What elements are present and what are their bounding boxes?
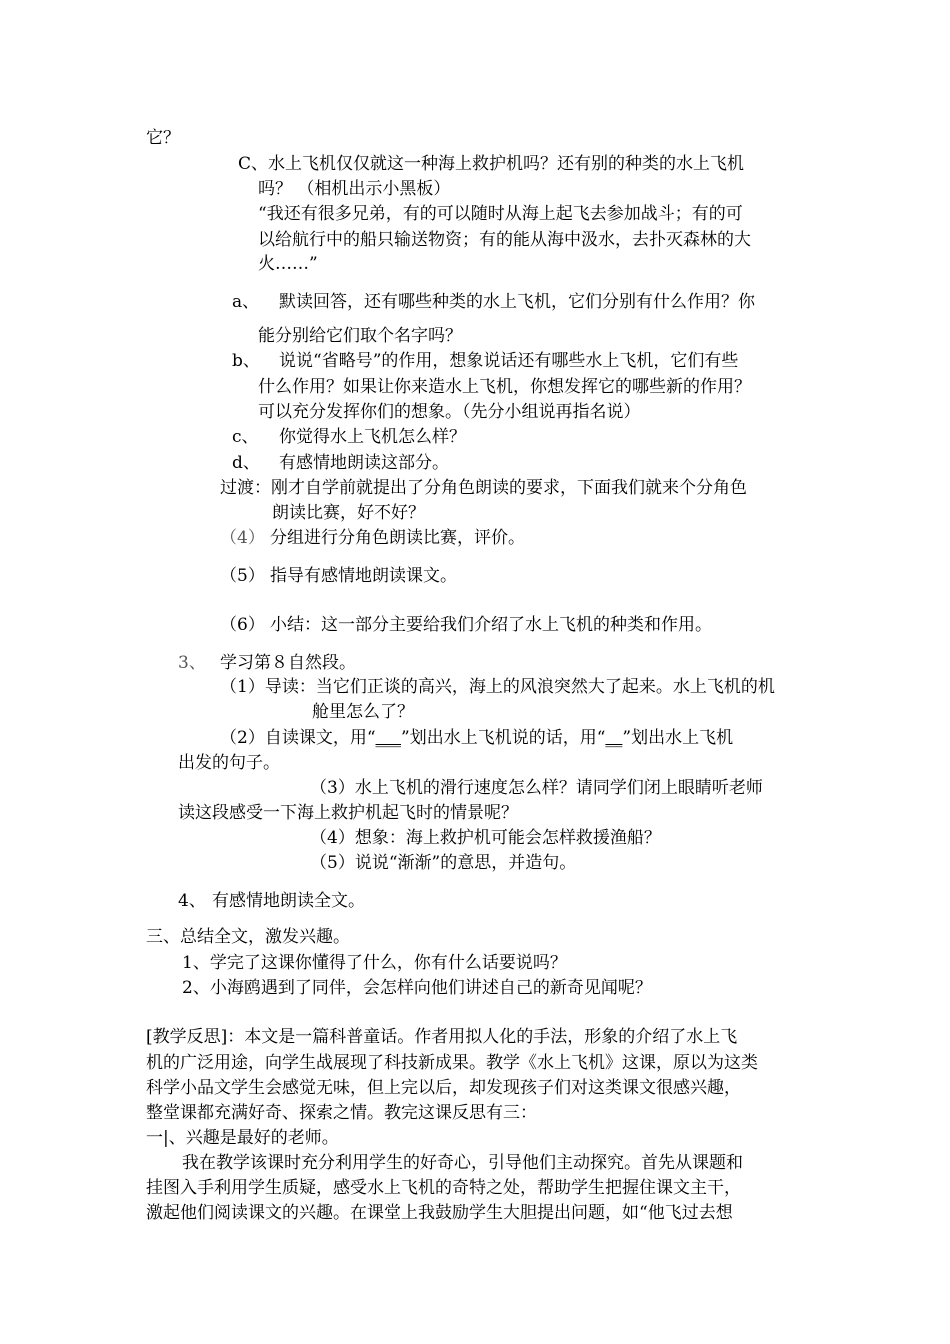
item-text: 有感情地朗读这部分。 bbox=[279, 453, 449, 473]
text-line: C、水上飞机仅仅就这一种海上救护机吗？还有别的种类的水上飞机 bbox=[238, 154, 745, 174]
underline-blank: ___ bbox=[375, 728, 402, 748]
item-marker: b、 bbox=[232, 351, 260, 371]
text-line: （4）想象：海上救护机可能会怎样救援渔船？ bbox=[310, 828, 661, 848]
text-line: （5）说说“渐渐”的意思，并造句。 bbox=[310, 853, 577, 873]
text-span: ”划出水上飞机说的话，用“ bbox=[401, 728, 606, 748]
reflection-point: 一|、兴趣是最好的老师。 bbox=[146, 1128, 339, 1148]
section-text: 有感情地朗读全文。 bbox=[212, 891, 365, 911]
item-marker: d、 bbox=[232, 453, 260, 473]
reflection-line: 激起他们阅读课文的兴趣。在课堂上我鼓励学生大胆提出问题，如“他飞过去想 bbox=[146, 1203, 733, 1223]
reflection-label: [教学反思] bbox=[146, 1027, 228, 1047]
section-marker: 3、 bbox=[178, 653, 206, 673]
transition-text: 过渡：刚才自学前就提出了分角色朗读的要求，下面我们就来个分角色 bbox=[220, 478, 747, 498]
reflection-line: 机的广泛用途，向学生战展现了科技新成果。教学《水上飞机》这课，原以为这类 bbox=[146, 1053, 758, 1073]
text-line: 出发的句子。 bbox=[178, 753, 280, 773]
section-marker: 4、 bbox=[178, 891, 206, 911]
item-text: 什么作用？如果让你来造水上飞机，你想发挥它的哪些新的作用？ bbox=[258, 377, 751, 397]
underline-blank: __ bbox=[605, 728, 623, 748]
item-marker: c、 bbox=[232, 427, 259, 447]
item-text: 可以充分发挥你们的想象。（先分小组说再指名说） bbox=[258, 402, 641, 422]
step-marker: （6） bbox=[220, 615, 265, 635]
text-line: 2、小海鸥遇到了同伴，会怎样向他们讲述自己的新奇见闻呢？ bbox=[182, 978, 652, 998]
reflection-line: 整堂课都充满好奇、探索之情。教完这课反思有三： bbox=[146, 1103, 537, 1123]
reflection-line bbox=[146, 1025, 737, 1049]
text-span: ：本文是一篇科普童话。作者用拟人化的手法，形象的介绍了水上飞 bbox=[227, 1027, 738, 1047]
item-marker: a、 bbox=[232, 292, 260, 312]
step-marker: （5） bbox=[220, 566, 265, 586]
quote-line: 火……” bbox=[258, 254, 318, 274]
quote-line: “我还有很多兄弟，有的可以随时从海上起飞去参加战斗；有的可 bbox=[258, 204, 743, 224]
item-text: 说说“省略号”的作用，想象说话还有哪些水上飞机，它们有些 bbox=[279, 351, 739, 371]
step-text: 小结：这一部分主要给我们介绍了水上飞机的种类和作用。 bbox=[270, 615, 712, 635]
item-text: 能分别给它们取个名字吗？ bbox=[258, 326, 462, 346]
text-line: 读这段感受一下海上救护机起飞时的情景呢？ bbox=[178, 803, 518, 823]
step-marker: （4） bbox=[220, 528, 265, 548]
text-line: 它？ bbox=[146, 128, 180, 148]
item-text: 你觉得水上飞机怎么样？ bbox=[279, 427, 466, 447]
item-text: 默读回答，还有哪些种类的水上飞机，它们分别有什么作用？你 bbox=[279, 292, 755, 312]
text-line: 舱里怎么了？ bbox=[312, 702, 414, 722]
reflection-line: 科学小品文学生会感觉无味，但上完以后，却发现孩子们对这类课文很感兴趣， bbox=[146, 1078, 741, 1098]
text-line: （3）水上飞机的滑行速度怎么样？请同学们闭上眼睛听老师 bbox=[310, 778, 763, 798]
reflection-line: 我在教学该课时充分利用学生的好奇心，引导他们主动探究。首先从课题和 bbox=[182, 1153, 743, 1173]
section-title: 学习第８自然段。 bbox=[220, 653, 356, 673]
quote-line: 以给航行中的船只输送物资；有的能从海中汲水，去扑灭森林的大 bbox=[258, 230, 751, 250]
reflection-line: 挂图入手利用学生质疑，感受水上飞机的奇特之处，帮助学生把握住课文主干， bbox=[146, 1178, 741, 1198]
text-span: （2）自读课文，用“ bbox=[220, 728, 376, 748]
text-span: ”划出水上飞机 bbox=[622, 728, 734, 748]
part-title: 三、总结全文，激发兴趣。 bbox=[146, 927, 350, 947]
text-line: 吗？ （相机出示小黑板） bbox=[258, 179, 451, 199]
step-text: 分组进行分角色朗读比赛，评价。 bbox=[270, 528, 525, 548]
text-line: （1）导读：当它们正谈的高兴，海上的风浪突然大了起来。水上飞机的机 bbox=[220, 677, 775, 697]
transition-text: 朗读比赛，好不好？ bbox=[272, 503, 425, 523]
text-line bbox=[220, 726, 733, 750]
step-text: 指导有感情地朗读课文。 bbox=[270, 566, 457, 586]
text-line: 1、学完了这课你懂得了什么，你有什么话要说吗？ bbox=[182, 953, 567, 973]
